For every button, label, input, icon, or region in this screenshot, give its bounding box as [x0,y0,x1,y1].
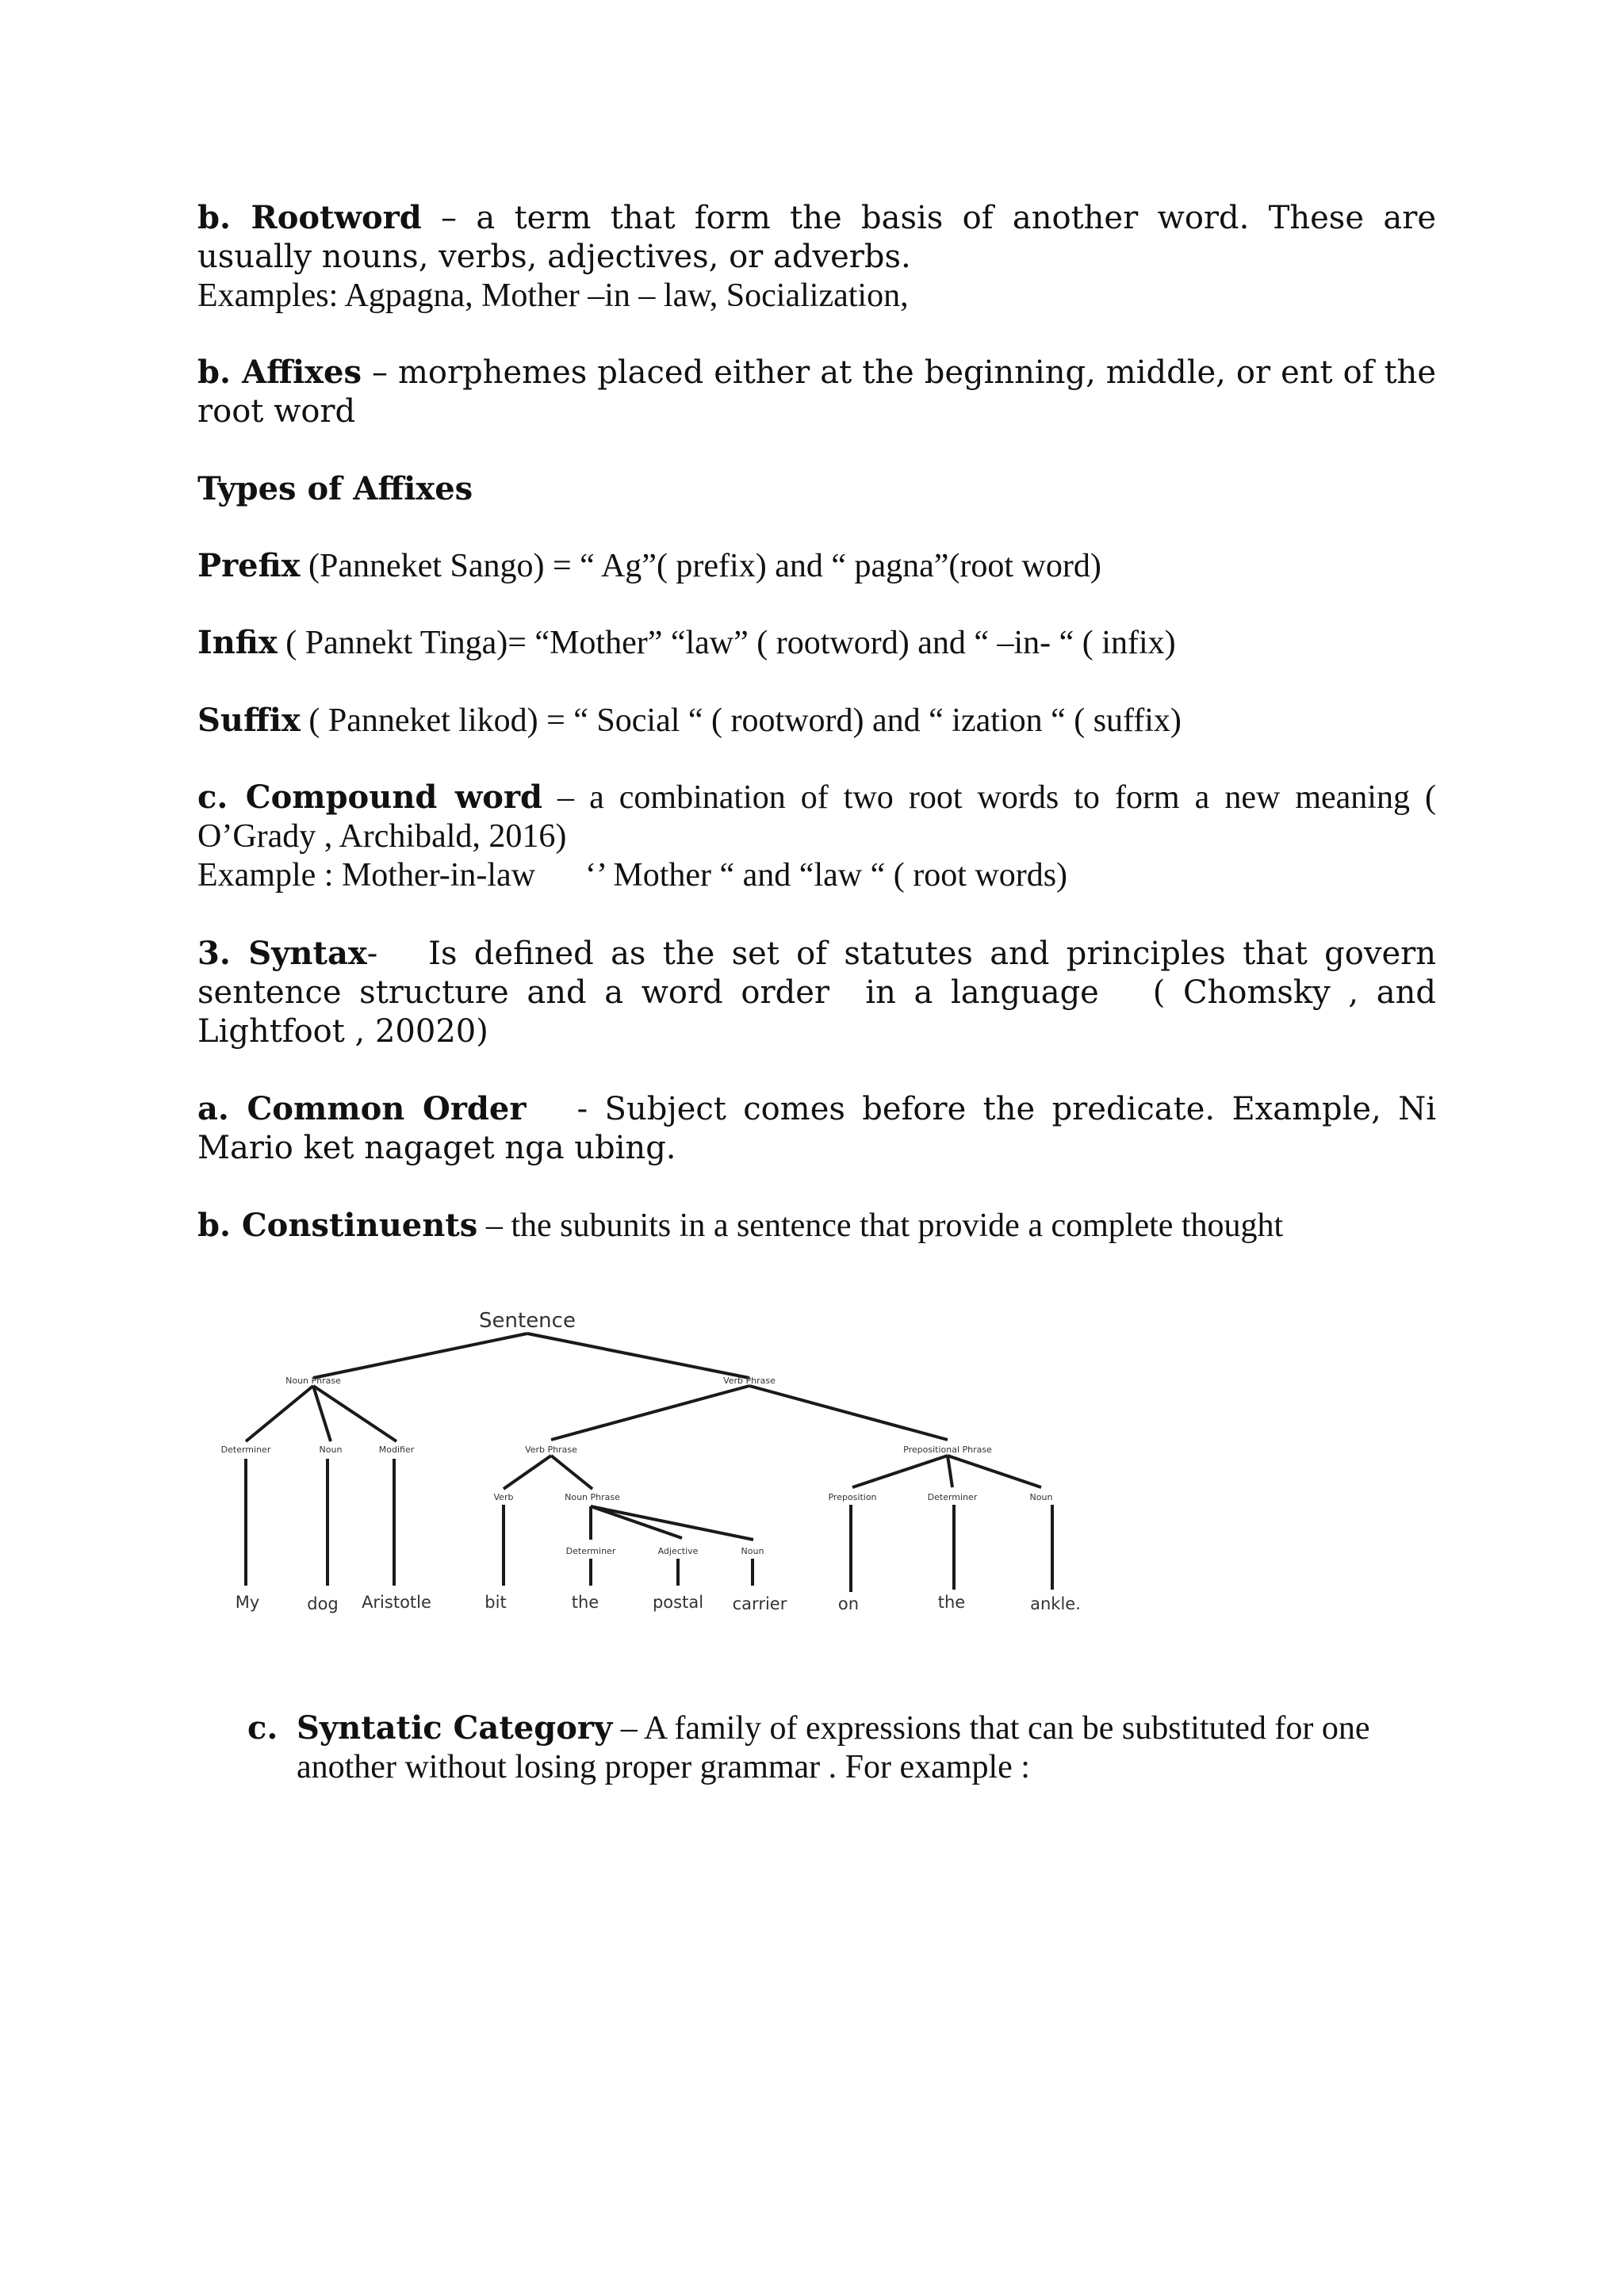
rootword-paragraph [197,198,1436,316]
leaf-on: on [837,1594,860,1613]
leaf-dog: dog [307,1594,339,1613]
constituents-paragraph [197,1206,1436,1246]
syntax-tree-diagram [202,1292,1114,1625]
syntactic-category-item [247,1709,1437,1787]
syntactic-category-definition: – A family of expressions that can be substituted for one another without losing proper grammar . For example : [297,1710,1370,1785]
compound-word-paragraph [197,778,1436,895]
compound-word-definition: – a combination of two root words to form a new meaning ( O’Grady , Archibald, 2016) [197,779,1436,855]
node-verb: Verb [493,1492,514,1502]
edge-np-det [246,1386,313,1441]
leaf-carrier: carrier [732,1594,787,1613]
node-sentence: Sentence [479,1309,576,1333]
syntax-definition: - Is defined as the set of statutes and principles that govern sentence structure and a word order in a language ( Chomsky , and Lightfoot , 20020) [197,936,1446,1050]
node-verb-phrase-top: Verb Phrase [723,1376,776,1386]
node-determiner-3: Determiner [927,1492,978,1502]
compound-word-term: c. Compound word [197,779,542,816]
list-marker: c. [247,1709,278,1747]
edge-pp-noun [948,1456,1041,1487]
rootword-examples: Examples: Agpagna, Mother –in – law, Socialization, [197,277,909,314]
node-modifier: Modifier [378,1445,415,1455]
rootword-term: b. Rootword [197,199,422,236]
infix-text: ( Pannekt Tinga)= “Mother” “law” ( rootword) and “ –in- “ ( infix) [277,625,1176,661]
node-noun-phrase: Noun Phrase [285,1376,341,1386]
node-noun-1: Noun [319,1445,343,1455]
affixes-definition: – morphemes placed either at the beginning, middle, or ent of the root word [197,354,1436,430]
common-order-term: a. Common Order [197,1090,527,1127]
affixes-paragraph [197,353,1436,431]
syntax-term: 3. Syntax [197,935,367,972]
infix-line [197,623,1436,663]
edge-np-mod [313,1386,396,1441]
rootword-definition: – a term that form the basis of another word. These are usually nouns, verbs, adjectives, or adverbs. [197,200,1436,275]
leaf-postal: postal [652,1593,704,1612]
edge-vp-np2 [551,1456,592,1489]
affixes-term: b. Affixes [197,354,362,391]
node-preposition: Preposition [828,1492,877,1502]
node-noun-2: Noun [741,1546,764,1556]
leaf-bit: bit [485,1593,507,1612]
node-prepositional-phrase: Prepositional Phrase [903,1445,992,1455]
leaf-the-2: the [937,1593,966,1612]
node-noun-phrase-2: Noun Phrase [565,1492,620,1502]
edge-pp-prep [852,1456,948,1487]
constituents-term: b. Constinuents [197,1207,478,1244]
infix-term: Infix [197,624,278,661]
edge-sentence-vp [527,1334,749,1378]
edge-pp-det [948,1456,952,1487]
node-determiner-1: Determiner [220,1445,271,1455]
leaf-the-1: the [571,1593,599,1612]
edge-vp-vp [551,1386,749,1440]
edge-vp-verb [504,1456,551,1489]
constituents-definition: – the subunits in a sentence that provide a complete thought [477,1207,1284,1244]
suffix-term: Suffix [197,702,301,739]
edge-vp-pp [749,1386,948,1440]
types-of-affixes-heading: Types of Affixes [197,470,473,507]
prefix-text: (Panneket Sango) = “ Ag”( prefix) and “ pagna”(root word) [300,548,1101,584]
syntactic-category-term: Syntatic Category [297,1709,613,1747]
node-adjective: Adjective [657,1546,699,1556]
common-order-paragraph [197,1089,1446,1168]
syntactic-category-body [297,1709,1437,1787]
node-determiner-2: Determiner [565,1546,616,1556]
common-order-definition: - Subject comes before the predicate. Example, Ni Mario ket nagaget nga ubing. [197,1091,1446,1166]
node-verb-phrase: Verb Phrase [525,1445,577,1455]
suffix-line [197,701,1436,740]
node-noun-3: Noun [1029,1492,1053,1502]
leaf-my: My [235,1593,260,1612]
leaf-ankle: ankle. [1030,1594,1081,1613]
suffix-text: ( Panneket likod) = “ Social “ ( rootword) and “ ization “ ( suffix) [300,702,1182,739]
prefix-line [197,546,1436,586]
syntax-paragraph [197,934,1446,1051]
leaf-aristotle: Aristotle [362,1593,431,1612]
compound-word-example: Example : Mother-in-law ‘’ Mother “ and “law “ ( root words) [197,857,1068,894]
edge-sentence-np [313,1334,527,1378]
prefix-term: Prefix [197,547,301,584]
tree-edges [246,1334,1052,1592]
